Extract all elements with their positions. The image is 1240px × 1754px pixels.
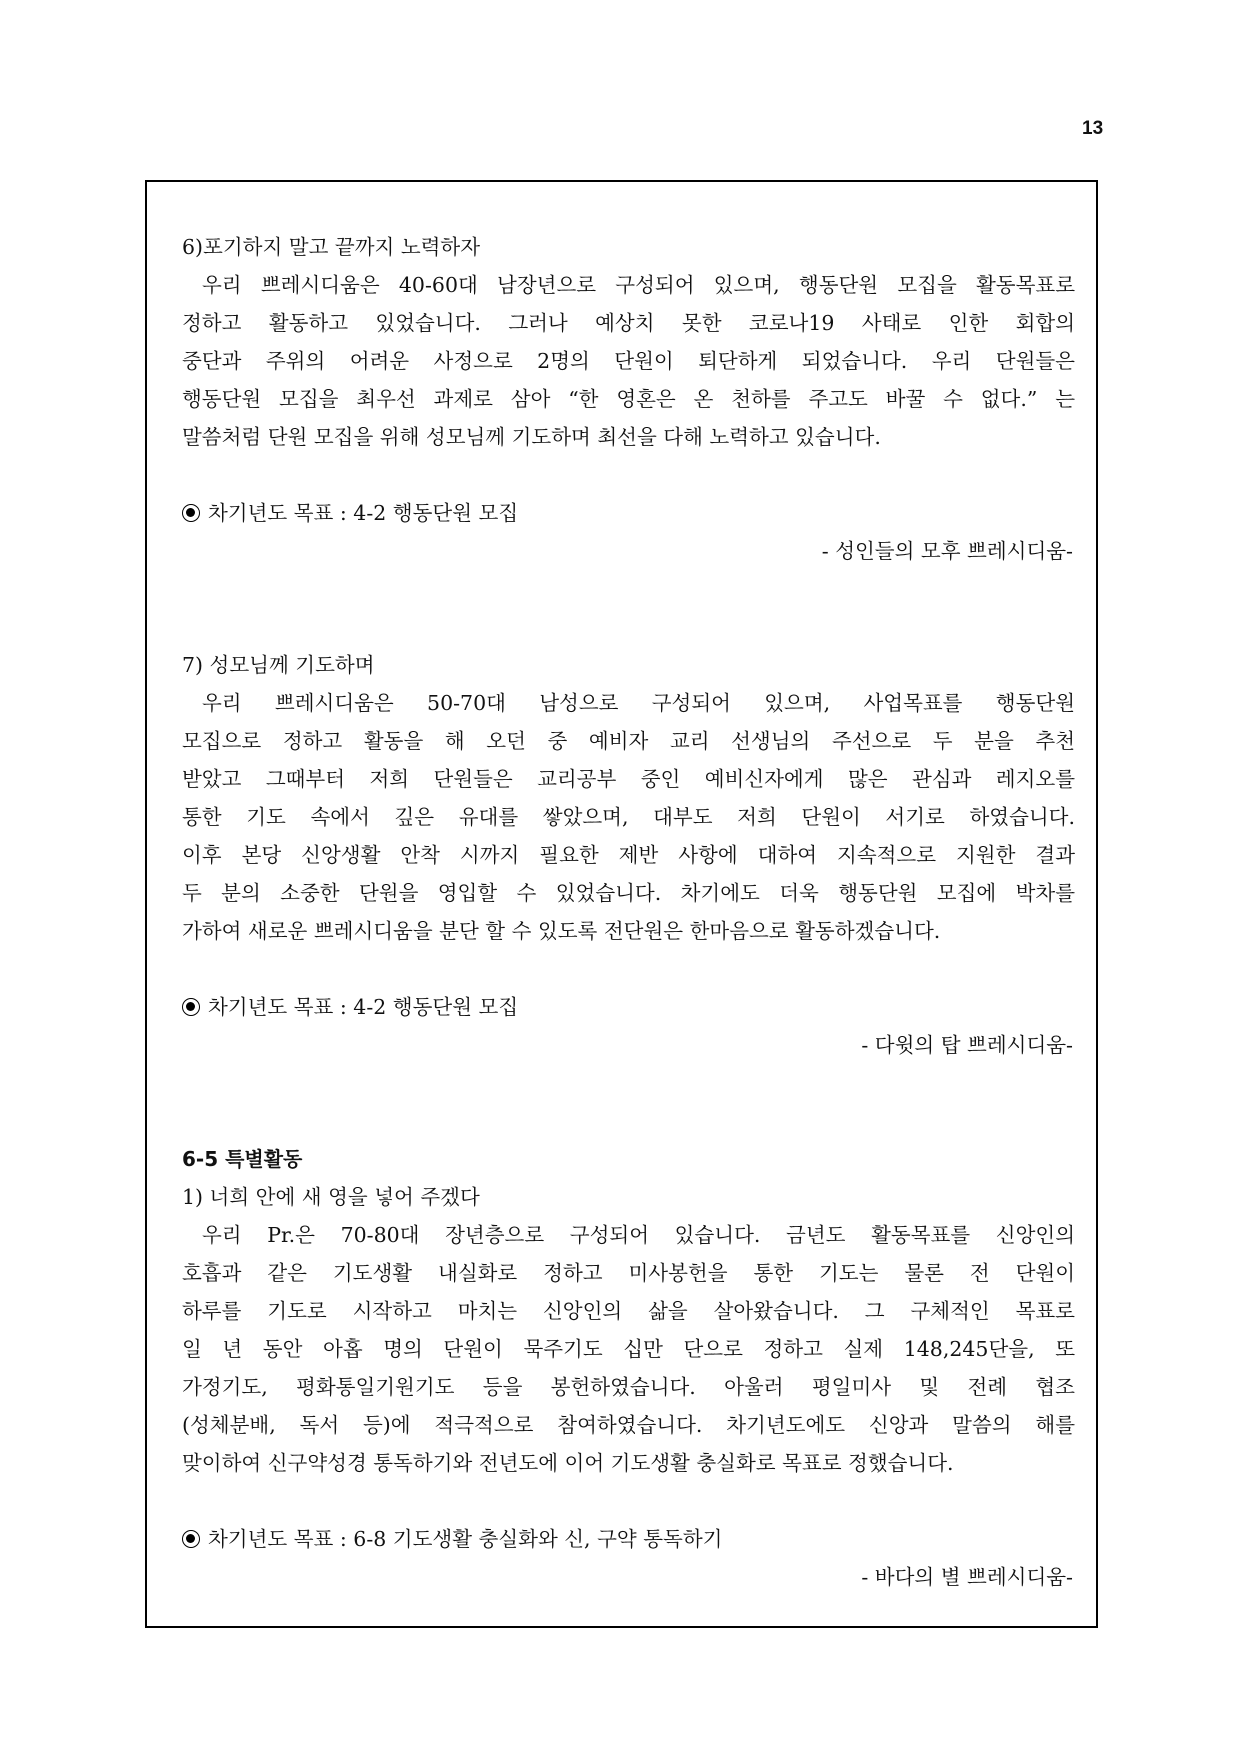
goal-text: 차기년도 목표 : 4-2 행동단원 모집: [208, 995, 519, 1019]
paragraph: [182, 1216, 1075, 1482]
presidium-signature: - 다윗의 탑 쁘레시디움-: [861, 1033, 1073, 1057]
paragraph-line: 받았고 그때부터 저희 단원들은 교리공부 중인 예비신자에게 많은 관심과 레지오를: [182, 767, 1075, 791]
paragraph-line: 두 분의 소중한 단원을 영입할 수 있었습니다. 차기에도 더욱 행동단원 모집에 박차를: [182, 881, 1075, 905]
paragraph: [182, 684, 1075, 950]
goal-text: 차기년도 목표 : 4-2 행동단원 모집: [208, 501, 519, 525]
fisheye-bullet-icon: [182, 504, 200, 522]
paragraph-line: 일 년 동안 아홉 명의 단원이 묵주기도 십만 단으로 정하고 실제 148,245단을, 또: [182, 1337, 1075, 1361]
paragraph-line: 말씀처럼 단원 모집을 위해 성모님께 기도하며 최선을 다해 노력하고 있습니다.: [182, 425, 881, 449]
paragraph-line: 정하고 활동하고 있었습니다. 그러나 예상치 못한 코로나19 사태로 인한 회합의: [182, 311, 1075, 335]
next-year-goal: [182, 494, 1075, 532]
paragraph-line: 이후 본당 신앙생활 안착 시까지 필요한 제반 사항에 대하여 지속적으로 지원한 결과: [182, 843, 1075, 867]
presidium-signature: - 성인들의 모후 쁘레시디움-: [821, 539, 1073, 563]
paragraph-line: 모집으로 정하고 활동을 해 오던 중 예비자 교리 선생님의 주선으로 두 분을 추천: [182, 729, 1075, 753]
presidium-signature: - 바다의 별 쁘레시디움-: [861, 1565, 1073, 1589]
section-heading: 6)포기하지 말고 끝까지 노력하자: [182, 235, 481, 259]
paragraph-line: 중단과 주위의 어려운 사정으로 2명의 단원이 퇴단하게 되었습니다. 우리 단원들은: [182, 349, 1075, 373]
paragraph-line: 우리 쁘레시디움은 50-70대 남성으로 구성되어 있으며, 사업목표를 행동단원: [202, 691, 1075, 715]
paragraph-line: 통한 기도 속에서 깊은 유대를 쌓았으며, 대부도 저희 단원이 서기로 하였습니다.: [182, 805, 1075, 829]
document-body: [182, 228, 1075, 1596]
goal-text: 차기년도 목표 : 6-8 기도생활 충실화와 신, 구약 통독하기: [208, 1527, 723, 1551]
next-year-goal: [182, 988, 1075, 1026]
section-title: 6-5 특별활동: [182, 1147, 303, 1171]
next-year-goal: [182, 1520, 1075, 1558]
section-heading: 7) 성모님께 기도하며: [182, 653, 375, 677]
paragraph-line: 우리 Pr.은 70-80대 장년층으로 구성되어 있습니다. 금년도 활동목표를 신앙인의: [202, 1223, 1075, 1247]
fisheye-bullet-icon: [182, 998, 200, 1016]
fisheye-bullet-icon: [182, 1530, 200, 1548]
page-number: 13: [1082, 118, 1104, 139]
paragraph-line: (성체분배, 독서 등)에 적극적으로 참여하였습니다. 차기년도에도 신앙과 말씀의 해를: [182, 1413, 1075, 1437]
paragraph-line: 우리 쁘레시디움은 40-60대 남장년으로 구성되어 있으며, 행동단원 모집을 활동목표로: [202, 273, 1075, 297]
paragraph: [182, 266, 1075, 456]
content-frame: [145, 180, 1098, 1628]
paragraph-line: 맞이하여 신구약성경 통독하기와 전년도에 이어 기도생활 충실화로 목표로 정했습니다.: [182, 1451, 954, 1475]
paragraph-line: 행동단원 모집을 최우선 과제로 삼아 “한 영혼은 온 천하를 주고도 바꿀 수 없다.” 는: [182, 387, 1075, 411]
paragraph-line: 호흡과 같은 기도생활 내실화로 정하고 미사봉헌을 통한 기도는 물론 전 단원이: [182, 1261, 1075, 1285]
paragraph-line: 가정기도, 평화통일기원기도 등을 봉헌하였습니다. 아울러 평일미사 및 전례 협조: [182, 1375, 1075, 1399]
paragraph-line: 가하여 새로운 쁘레시디움을 분단 할 수 있도록 전단원은 한마음으로 활동하겠습니다.: [182, 919, 941, 943]
paragraph-line: 하루를 기도로 시작하고 마치는 신앙인의 삶을 살아왔습니다. 그 구체적인 목표로: [182, 1299, 1075, 1323]
section-heading: 1) 너희 안에 새 영을 넣어 주겠다: [182, 1185, 480, 1209]
